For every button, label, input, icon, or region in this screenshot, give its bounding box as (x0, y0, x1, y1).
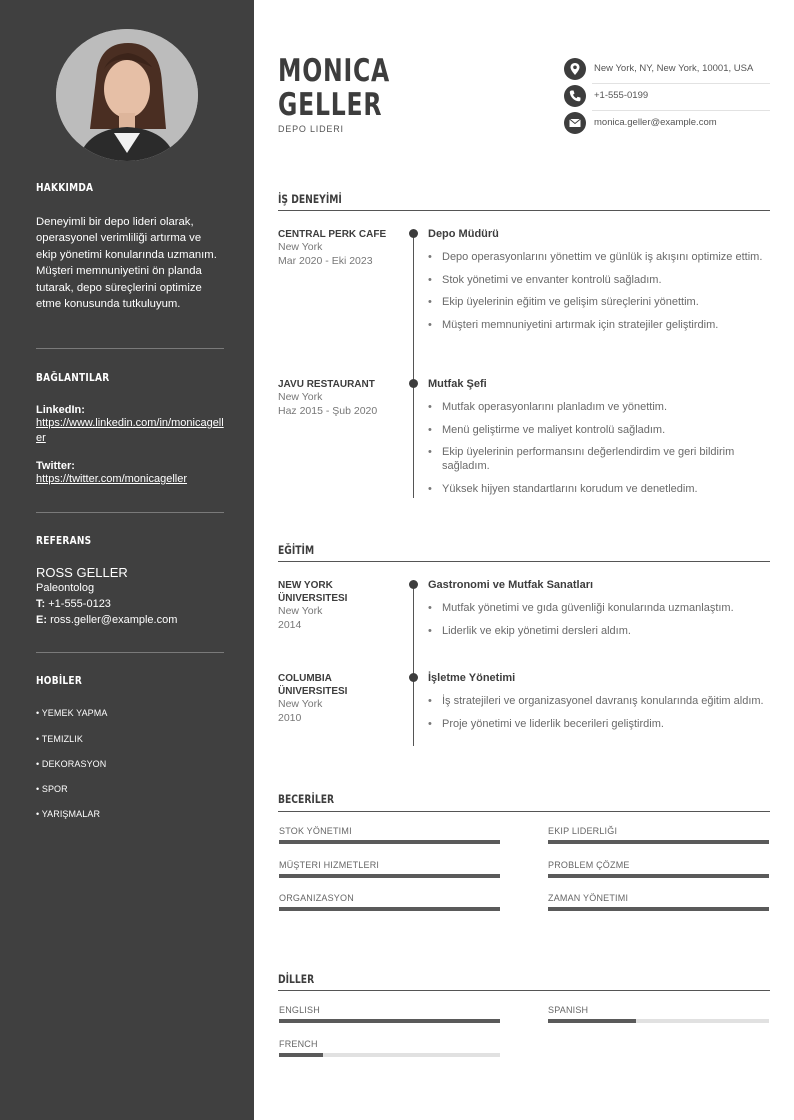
links-title: BAĞLANTILAR (36, 371, 110, 384)
skill-label: MÜŞTERI HIZMETLERI (279, 860, 380, 870)
envelope-icon (564, 112, 586, 134)
phone-text: +1-555-0199 (594, 90, 649, 101)
language-label: SPANISH (548, 1005, 589, 1015)
school-location: New York (278, 605, 323, 617)
timeline-dot (409, 580, 418, 589)
language-item (279, 1039, 500, 1049)
section-divider (278, 990, 770, 991)
skill-label: PROBLEM ÇÖZME (548, 860, 630, 870)
list-item: • Liderlik ve ekip yönetimi dersleri aldım. (428, 624, 770, 638)
reference-name: ROSS GELLER (36, 565, 128, 580)
list-item: • Proje yönetimi ve liderlik becerileri geliştirdim. (428, 717, 770, 731)
list-item: • Ekip üyelerinin performansını değerlendirdim ve geri bildirim sağladım. (428, 445, 770, 473)
skills-title: BECERİLER (278, 792, 335, 806)
list-item: • Müşteri memnuniyetini artırmak için stratejiler geliştirdim. (428, 318, 770, 332)
skill-bar-fill (279, 874, 500, 878)
section-divider (278, 811, 770, 812)
phone-label: T: (36, 598, 46, 610)
email-text: monica.geller@example.com (594, 117, 717, 128)
skill-item (279, 893, 500, 903)
skill-bar (548, 907, 769, 911)
hobby-item: • SPOR (36, 784, 68, 794)
skill-bar (279, 840, 500, 844)
skill-bar-fill (279, 840, 500, 844)
email-value: ross.geller@example.com (50, 614, 178, 626)
achievement-list (428, 400, 770, 496)
skill-label: ORGANIZASYON (279, 893, 354, 903)
reference-email (36, 612, 224, 628)
company-name: CENTRAL PERK CAFE (278, 229, 387, 240)
section-divider (278, 210, 770, 211)
skill-item (548, 826, 769, 836)
timeline-dot (409, 229, 418, 238)
list-item: • Yüksek hijyen standartlarını korudum ve denetledim. (428, 482, 770, 496)
list-item: • Ekip üyelerinin eğitim ve gelişim süreçlerini yönettim. (428, 295, 770, 309)
list-item: • İş stratejileri ve organizasyonel davranış konularında eğitim aldım. (428, 694, 770, 708)
skill-bar-fill (548, 840, 769, 844)
first-name: MONICA (278, 53, 391, 89)
sidebar (0, 0, 254, 1120)
sidebar-divider (36, 512, 224, 513)
language-bar-fill (548, 1019, 636, 1023)
section-divider (278, 561, 770, 562)
list-item: • Mutfak yönetimi ve gıda güvenliği konularında uzmanlaştım. (428, 601, 770, 615)
skill-item (279, 860, 500, 870)
skill-item (279, 826, 500, 836)
skill-item (548, 893, 769, 903)
language-item (279, 1005, 500, 1015)
company-name: JAVU RESTAURANT (278, 379, 375, 390)
about-section (36, 181, 224, 312)
language-item (548, 1005, 769, 1015)
language-label: FRENCH (279, 1039, 318, 1049)
languages-title: DİLLER (278, 972, 315, 986)
reference-phone (36, 596, 224, 612)
contact-email (564, 110, 770, 136)
twitter-label: Twitter: (36, 460, 75, 472)
graduation-year: 2010 (278, 711, 302, 724)
role-title: Mutfak Şefi (428, 378, 487, 390)
reference-title: REFERANS (36, 534, 92, 547)
linkedin-link[interactable]: https://www.linkedin.com/in/monicageller (36, 417, 224, 444)
skill-item (548, 860, 769, 870)
list-item: • Depo operasyonlarını yönettim ve günlük iş akışını optimize ettim. (428, 250, 770, 264)
employment-dates: Haz 2015 - Şub 2020 (278, 404, 378, 417)
about-text: Deneyimli bir depo lideri olarak, operasyonel verimliliği artırma ve ekip yönetimi konularında uzmanım. Müşteri memnuniyetini ön planda tutarak, depo süreçlerini optimize etme konusunda tutkuluyum. (36, 216, 217, 311)
degree-title: Gastronomi ve Mutfak Sanatları (428, 579, 594, 591)
email-label: E: (36, 614, 47, 626)
hobbies-section (36, 674, 224, 834)
education-title: EĞİTİM (278, 543, 315, 557)
hobby-item: • YEMEK YAPMA (36, 708, 108, 718)
experience-title: İŞ DENEYİMİ (278, 192, 342, 206)
reference-role: Paleontolog (36, 582, 95, 594)
skill-label: ZAMAN YÖNETIMI (548, 893, 629, 903)
skill-bar (279, 907, 500, 911)
timeline-dot (409, 379, 418, 388)
language-bar (279, 1053, 500, 1057)
skill-bar (548, 840, 769, 844)
hobbies-title: HOBİLER (36, 674, 83, 687)
language-bar (279, 1019, 500, 1023)
list-item: • Mutfak operasyonlarını planladım ve yönettim. (428, 400, 770, 414)
links-section (36, 371, 224, 487)
timeline-dot (409, 673, 418, 682)
list-item: • Stok yönetimi ve envanter kontrolü sağladım. (428, 273, 770, 287)
language-bar (548, 1019, 769, 1023)
about-title: HAKKIMDA (36, 181, 94, 194)
sidebar-divider (36, 348, 224, 349)
language-label: ENGLISH (279, 1005, 320, 1015)
role-title: Depo Müdürü (428, 228, 499, 240)
skill-bar (548, 874, 769, 878)
skill-bar (279, 874, 500, 878)
location-pin-icon (564, 58, 586, 80)
language-bar-fill (279, 1053, 323, 1057)
sidebar-divider (36, 652, 224, 653)
twitter-link[interactable]: https://twitter.com/monicageller (36, 473, 188, 485)
phone-icon (564, 85, 586, 107)
job-title: DEPO LIDERI (278, 124, 344, 134)
timeline-line (413, 233, 414, 498)
degree-title: İşletme Yönetimi (428, 672, 516, 684)
graduation-year: 2014 (278, 618, 302, 631)
contact-phone (564, 83, 770, 109)
phone-value: +1-555-0123 (48, 598, 111, 610)
achievement-list (428, 601, 770, 638)
skill-bar-fill (279, 907, 500, 911)
language-bar-fill (279, 1019, 500, 1023)
school-name: NEW YORK ÜNIVERSITESI (278, 580, 348, 604)
address-text: New York, NY, New York, 10001, USA (594, 63, 754, 74)
avatar (56, 29, 198, 161)
employment-dates: Mar 2020 - Eki 2023 (278, 254, 373, 267)
linkedin-label: LinkedIn: (36, 404, 85, 416)
school-name: COLUMBIA ÜNIVERSITESI (278, 673, 348, 697)
skill-bar-fill (548, 907, 769, 911)
list-item: • Menü geliştirme ve maliyet kontrolü sağladım. (428, 423, 770, 437)
skill-label: STOK YÖNETIMI (279, 826, 352, 836)
company-location: New York (278, 241, 323, 253)
last-name: GELLER (278, 87, 383, 123)
skill-bar-fill (548, 874, 769, 878)
profile-photo (56, 29, 198, 161)
company-location: New York (278, 391, 323, 403)
reference-section (36, 534, 224, 628)
achievement-list (428, 694, 770, 731)
hobby-item: • DEKORASYON (36, 759, 107, 769)
timeline-line (413, 584, 414, 746)
school-location: New York (278, 698, 323, 710)
hobby-item: • YARIŞMALAR (36, 809, 101, 819)
hobby-item: • TEMIZLIK (36, 734, 83, 744)
candidate-name (278, 54, 390, 122)
contact-address (564, 56, 770, 82)
achievement-list (428, 250, 770, 332)
skill-label: EKIP LIDERLIĞI (548, 826, 618, 836)
